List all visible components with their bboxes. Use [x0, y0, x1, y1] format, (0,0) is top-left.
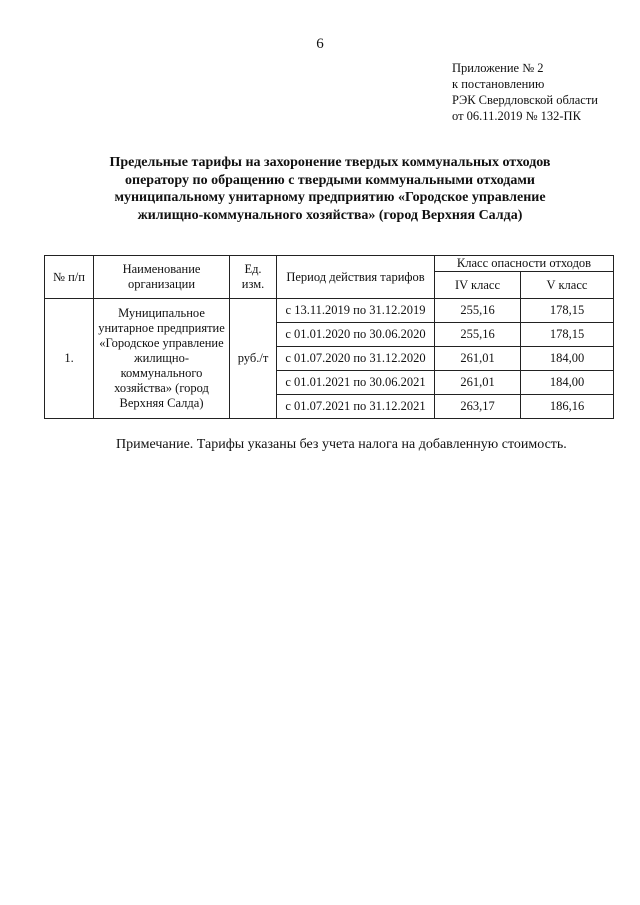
appendix-line: Приложение № 2	[452, 61, 544, 75]
class-4-value: 255,16	[435, 323, 521, 347]
header-hazard-class: Класс опасности отходов	[435, 256, 614, 272]
header-number: № п/п	[45, 256, 94, 299]
title-line: муниципальному унитарному предприятию «Городское управление	[114, 190, 546, 205]
period-cell: с 01.01.2020 по 30.06.2020	[277, 323, 435, 347]
header-organization: Наименование организации	[94, 256, 230, 299]
header-class-4: IV класс	[435, 272, 521, 299]
class-5-value: 184,00	[521, 371, 614, 395]
period-cell: с 13.11.2019 по 31.12.2019	[277, 299, 435, 323]
class-4-value: 255,16	[435, 299, 521, 323]
header-unit: Ед. изм.	[230, 256, 277, 299]
class-5-value: 178,15	[521, 323, 614, 347]
table-row	[45, 299, 614, 323]
class-4-value: 261,01	[435, 371, 521, 395]
class-4-value: 261,01	[435, 347, 521, 371]
title-line: жилищно-коммунального хозяйства» (город Верхняя Салда)	[137, 207, 523, 223]
header-class-5: V класс	[521, 272, 614, 299]
class-5-value: 186,16	[521, 395, 614, 419]
organization-name	[94, 299, 230, 419]
class-4-value: 263,17	[435, 395, 521, 419]
organization-line: хозяйства» (город	[114, 381, 209, 395]
organization-line: Верхняя Салда)	[119, 396, 204, 410]
class-5-value: 184,00	[521, 347, 614, 371]
title-line: оператору по обращению с твердыми коммунальными отходами	[125, 172, 535, 188]
class-5-value: 178,15	[521, 299, 614, 323]
unit-value: руб./т	[230, 299, 277, 419]
appendix-line: от 06.11.2019 № 132-ПК	[452, 109, 581, 123]
tariff-table	[44, 255, 614, 419]
appendix-line: РЭК Свердловской области	[452, 93, 598, 107]
appendix-line: к постановлению	[452, 77, 545, 91]
row-number: 1.	[45, 299, 94, 419]
period-cell: с 01.01.2021 по 30.06.2021	[277, 371, 435, 395]
title-line: Предельные тарифы на захоронение твердых коммунальных отходов	[109, 155, 551, 170]
note-text: Примечание. Тарифы указаны без учета налога на добавленную стоимость.	[116, 437, 567, 452]
organization-line: жилищно-	[134, 351, 189, 365]
document-title	[60, 154, 600, 224]
organization-line: коммунального	[120, 366, 203, 380]
organization-line: унитарное предприятие	[98, 321, 225, 335]
organization-line: «Городское управление	[99, 336, 224, 350]
organization-line: Муниципальное	[118, 306, 205, 320]
header-period: Период действия тарифов	[277, 256, 435, 299]
period-cell: с 01.07.2021 по 31.12.2021	[277, 395, 435, 419]
appendix-block	[452, 60, 598, 124]
period-cell: с 01.07.2020 по 31.12.2020	[277, 347, 435, 371]
page-number: 6	[316, 36, 324, 52]
